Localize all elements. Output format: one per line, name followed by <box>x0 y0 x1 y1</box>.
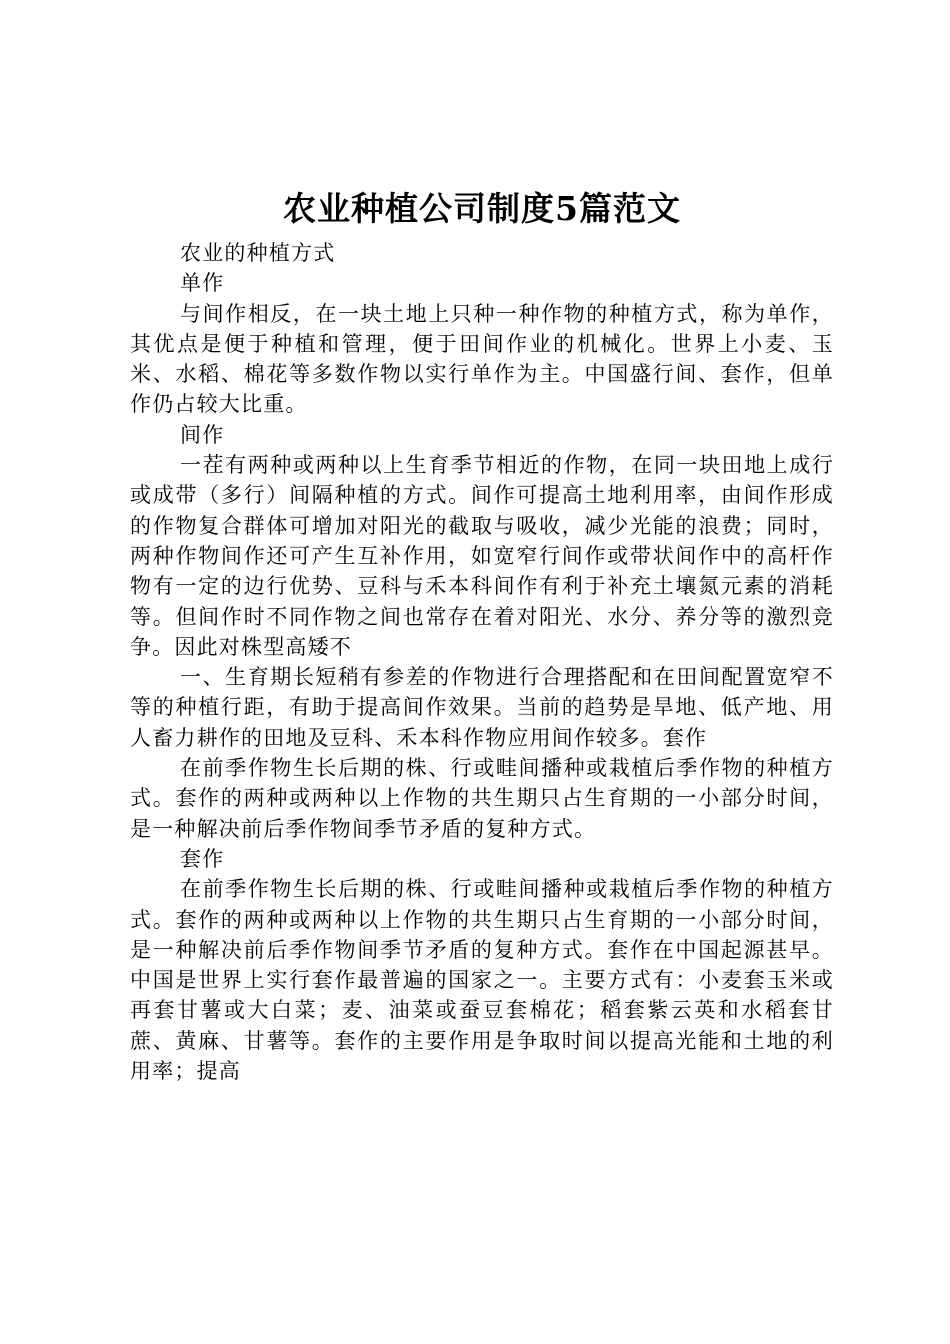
document-title: 农业种植公司制度5篇范文 <box>283 189 681 228</box>
paragraph-relay-cropping-full: 在前季作物生长后期的株、行或畦间播种或栽植后季作物的种植方式。套作的两种或两种以上作物的共生期只占生育期的一小部分时间，是一种解决前后季作物间季节矛盾的复种方式。套作在中国起源甚早。中国是世界上实行套作最普遍的国家之一。主要方式有：小麦套玉米或再套甘薯或大白菜；麦、油菜或蚕豆套棉花；稻套紫云英和水稻套甘蔗、黄麻、甘薯等。套作的主要作用是争取时间以提高光能和土地的利用率；提高 <box>130 877 834 1084</box>
section-heading-monocropping: 单作 <box>180 271 225 296</box>
paragraph-relay-cropping-short: 在前季作物生长后期的株、行或畦间播种或栽植后季作物的种植方式。套作的两种或两种以上作物的共生期只占生育期的一小部分时间，是一种解决前后季作物间季节矛盾的复种方式。 <box>130 756 834 841</box>
document-body <box>130 186 834 1086</box>
paragraph-monocropping: 与间作相反，在一块土地上只种一种作物的种植方式，称为单作，其优点是便于种植和管理，便于田间作业的机械化。世界上小麦、玉米、水稻、棉花等多数作物以实行单作为主。中国盛行间、套作，但单作仍占较大比重。 <box>130 301 834 417</box>
paragraph-intercropping-continued: 一、生育期长短稍有参差的作物进行合理搭配和在田间配置宽窄不等的种植行距，有助于提高间作效果。当前的趋势是旱地、低产地、用人畜力耕作的田地及豆科、禾本科作物应用间作较多。套作 <box>130 665 834 750</box>
section-heading-planting-methods: 农业的种植方式 <box>180 241 336 265</box>
paragraph-intercropping: 一茬有两种或两种以上生育季节相近的作物，在同一块田地上成行或成带（多行）间隔种植的方式。间作可提高土地利用率，由间作形成的作物复合群体可增加对阳光的截取与吸收，减少光能的浪费；同时，两种作物间作还可产生互补作用，如宽窄行间作或带状间作中的高杆作物有一定的边行优势、豆科与禾本科间作有利于补充土壤氮元素的消耗等。但间作时不同作物之间也常存在着对阳光、水分、养分等的激烈竞争。因此对株型高矮不 <box>130 453 834 659</box>
section-heading-relay-cropping: 套作 <box>180 846 225 871</box>
section-heading-intercropping: 间作 <box>180 422 225 447</box>
